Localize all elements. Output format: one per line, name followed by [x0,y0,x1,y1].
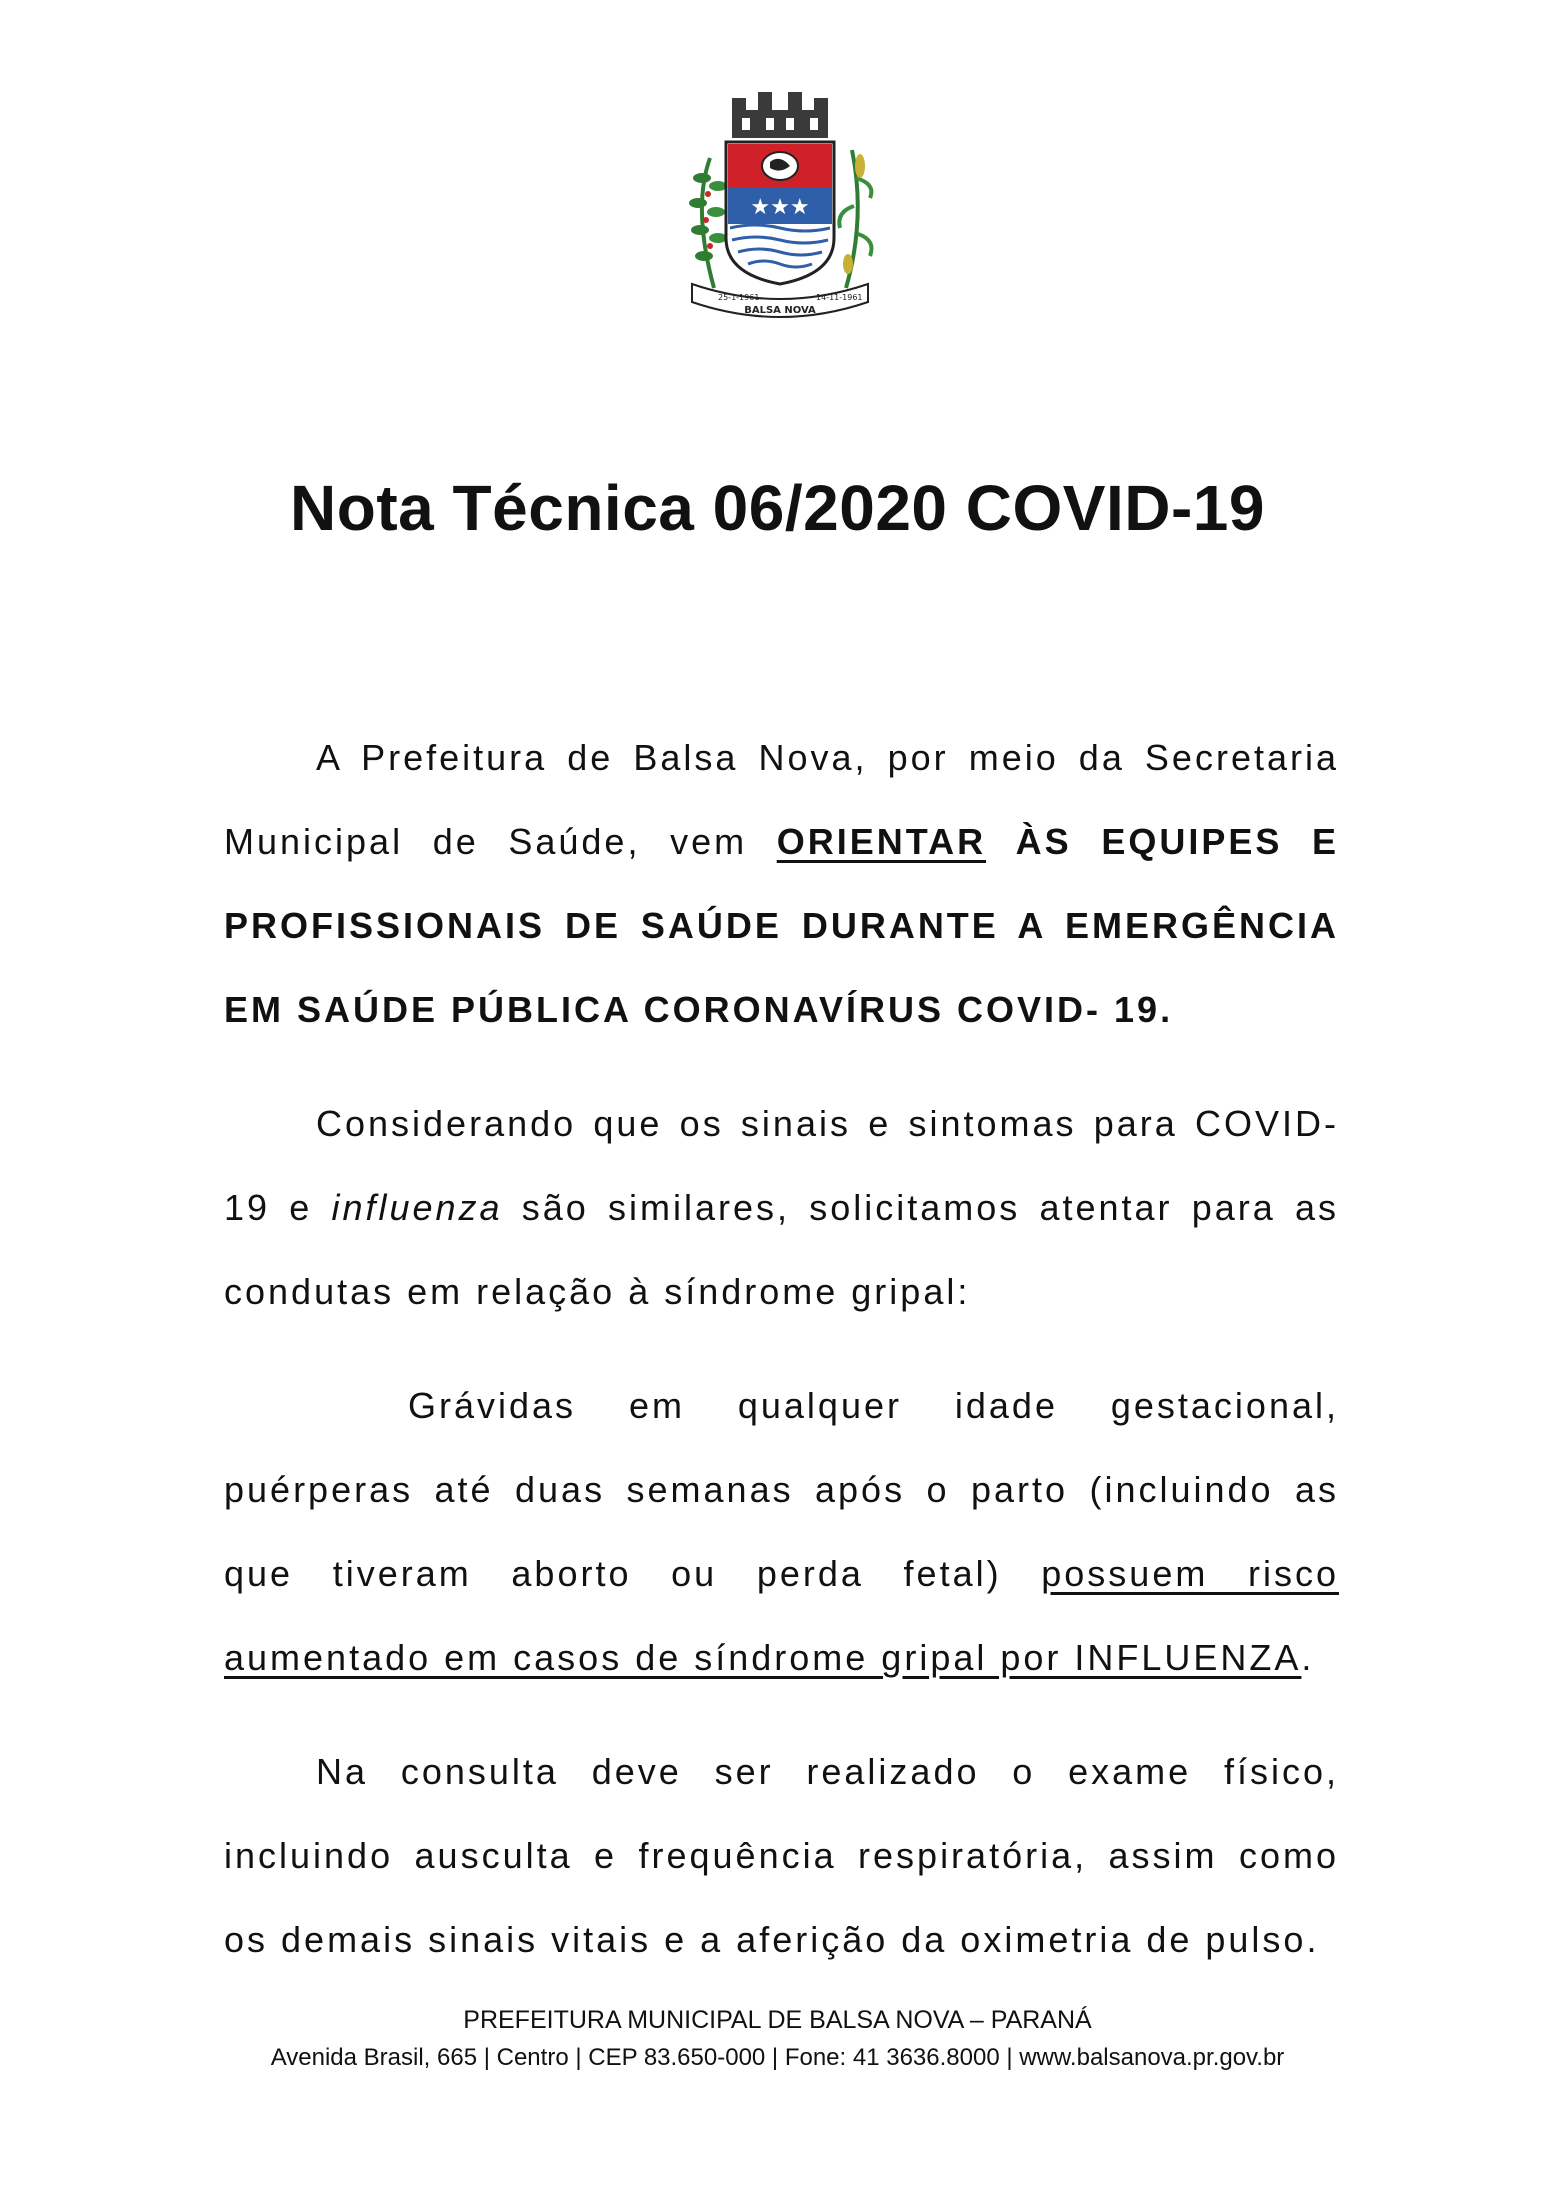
svg-text:14-11-1961: 14-11-1961 [816,293,863,302]
influenza-term: influenza [331,1187,503,1228]
paragraph-3-lead: Grávidas em qualquer idade gestacional, puérperas até duas semanas após o parto (incluindo as que tiveram aborto ou perda fetal) [224,1385,1339,1594]
document-title: Nota Técnica 06/2020 COVID-19 [290,472,1265,544]
paragraph-4 [224,1730,1339,1982]
document-body [224,716,1339,1982]
svg-text:★★★: ★★★ [750,195,810,220]
paragraph-2-rest: são similares, solicitamos atentar para as condutas em relação à síndrome gripal: [224,1187,1339,1312]
coat-of-arms-logo [680,88,880,320]
paragraph-1-bold: ÀS EQUIPES E PROFISSIONAIS DE SAÚDE DURANTE A EMERGÊNCIA EM SAÚDE PÚBLICA CORONAVÍRUS COVID- 19. [224,821,1340,1030]
corn-stalk-icon [839,150,871,288]
motto-banner [692,284,868,317]
orientar-emphasis: ORIENTAR [776,821,987,862]
paragraph-2 [224,1082,1339,1334]
footer-institution: PREFEITURA MUNICIPAL DE BALSA NOVA – PARANÁ [463,2006,1092,2034]
risk-statement: possuem risco aumentado em casos de síndrome gripal por INFLUENZA [224,1553,1339,1678]
coffee-branch-icon [689,158,727,288]
paragraph-1-lead: A Prefeitura de Balsa Nova, por meio da Secretaria Municipal de Saúde, vem [224,737,1339,862]
shield-icon [726,142,834,284]
paragraph-3-end: . [1301,1637,1315,1678]
paragraph-4-text: Na consulta deve ser realizado o exame físico, incluindo ausculta e frequência respiratória, assim como os demais sinais vitais e a aferição da oximetria de pulso. [224,1751,1339,1960]
paragraph-1 [224,716,1339,1052]
svg-text:25-1-1961: 25-1-1961 [718,293,760,302]
mural-crown-icon [732,92,828,138]
paragraph-2-lead: Considerando que os sinais e sintomas para COVID-19 e [224,1103,1339,1228]
paragraph-3 [224,1364,1339,1700]
footer-address: Avenida Brasil, 665 | Centro | CEP 83.650-000 | Fone: 41 3636.8000 | www.balsanova.pr.gov.br [270,2044,1285,2071]
svg-text:BALSA NOVA: BALSA NOVA [744,305,816,316]
